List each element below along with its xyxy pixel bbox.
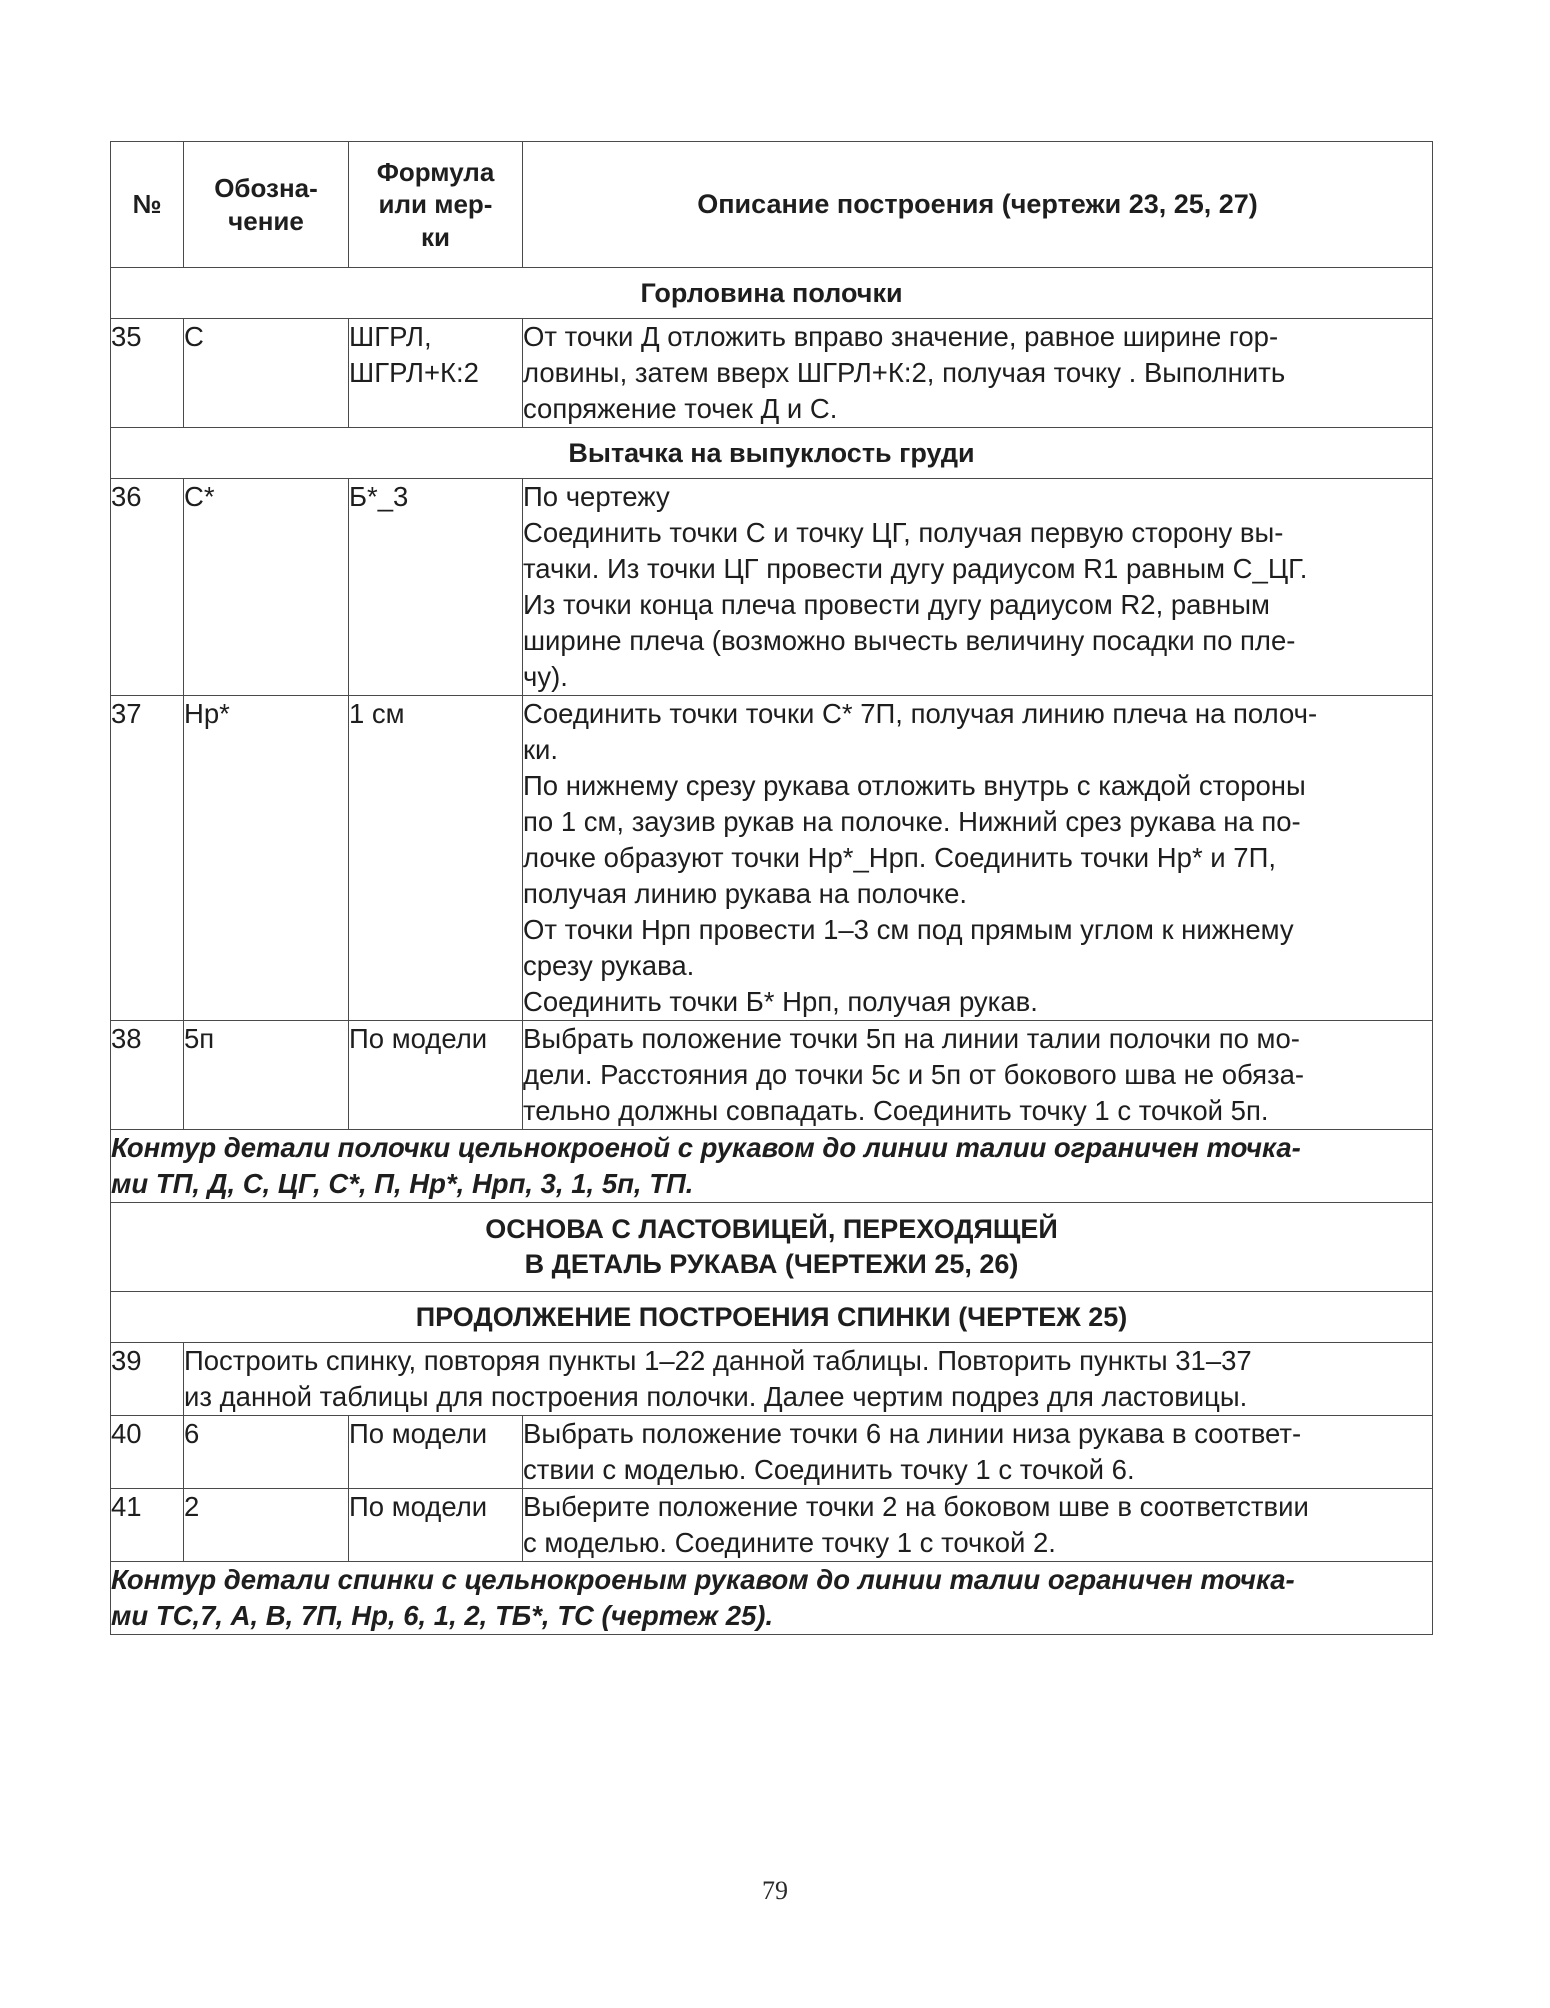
table-row <box>111 1343 1433 1416</box>
row-designation: С <box>184 319 349 428</box>
contour-note: Контур детали спинки с цельнокроеным рукавом до линии талии ограничен точка- ми ТС,7, А, В, 7П, Нр, 6, 1, 2, ТБ*, ТС (чертеж 25). <box>111 1562 1433 1635</box>
row-formula: Б*_3 <box>349 479 523 696</box>
row-designation: Нр* <box>184 696 349 1021</box>
table-row <box>111 696 1433 1021</box>
contour-note: Контур детали полочки цельнокроеной с рукавом до линии талии ограничен точка- ми ТП, Д, С, ЦГ, С*, П, Нр*, Нрп, 3, 1, 5п, ТП. <box>111 1130 1433 1203</box>
row-description: По чертежу Соединить точки С и точку ЦГ, получая первую сторону вы- тачки. Из точки ЦГ провести дугу радиусом R1 равным С_ЦГ. Из точки конца плеча провести дугу радиусом R2, равным ширине плеча (возможно вычесть величину посадки по пле- чу). <box>523 479 1433 696</box>
row-description: От точки Д отложить вправо значение, равное ширине гор- ловины, затем вверх ШГРЛ+К:2, получая точку . Выполнить сопряжение точек Д и С. <box>523 319 1433 428</box>
table-row <box>111 1416 1433 1489</box>
contour-note-row <box>111 1562 1433 1635</box>
construction-table <box>110 141 1433 1635</box>
section-heading: ПРОДОЛЖЕНИЕ ПОСТРОЕНИЯ СПИНКИ (ЧЕРТЕЖ 25) <box>111 1292 1433 1343</box>
row-designation: С* <box>184 479 349 696</box>
row-designation: 6 <box>184 1416 349 1489</box>
header-designation: Обозна- чение <box>184 142 349 268</box>
row-designation: 2 <box>184 1489 349 1562</box>
section-heading: Горловина полочки <box>111 268 1433 319</box>
contour-note-row <box>111 1130 1433 1203</box>
row-description: Выбрать положение точки 5п на линии талии полочки по мо- дели. Расстояния до точки 5с и 5п от бокового шва не обяза- тельно должны совпадать. Соединить точку 1 с точкой 5п. <box>523 1021 1433 1130</box>
row-number: 38 <box>111 1021 184 1130</box>
major-section-heading: ОСНОВА С ЛАСТОВИЦЕЙ, ПЕРЕХОДЯЩЕЙ В ДЕТАЛЬ РУКАВА (ЧЕРТЕЖИ 25, 26) <box>111 1203 1433 1292</box>
row-description: Соединить точки точки С* 7П, получая линию плеча на полоч- ки. По нижнему срезу рукава отложить внутрь с каждой стороны по 1 см, заузив рукав на полочке. Нижний срез рукава на по- лочке образуют точки Нр*_Нрп. Соединить точки Нр* и 7П, получая линию рукава на полочке. От точки Нрп провести 1–3 см под прямым углом к нижнему срезу рукава. Соединить точки Б* Нрп, получая рукав. <box>523 696 1433 1021</box>
section-heading: Вытачка на выпуклость груди <box>111 428 1433 479</box>
section-heading-row <box>111 428 1433 479</box>
row-number: 37 <box>111 696 184 1021</box>
table-header-row <box>111 142 1433 268</box>
header-formula: Формула или мер- ки <box>349 142 523 268</box>
page-number: 79 <box>762 1876 788 1905</box>
row-number: 41 <box>111 1489 184 1562</box>
section-heading-row <box>111 1292 1433 1343</box>
row-description: Выбрать положение точки 6 на линии низа рукава в соответ- ствии с моделью. Соединить точку 1 с точкой 6. <box>523 1416 1433 1489</box>
table-row <box>111 1489 1433 1562</box>
table-row <box>111 479 1433 696</box>
major-section-row <box>111 1203 1433 1292</box>
header-description: Описание построения (чертежи 23, 25, 27) <box>523 142 1433 268</box>
row-number: 35 <box>111 319 184 428</box>
row-formula: По модели <box>349 1416 523 1489</box>
row-number: 40 <box>111 1416 184 1489</box>
row-number: 36 <box>111 479 184 696</box>
table-row <box>111 1021 1433 1130</box>
header-num: № <box>111 142 184 268</box>
table-row <box>111 319 1433 428</box>
row-formula: По модели <box>349 1489 523 1562</box>
row-formula: ШГРЛ, ШГРЛ+К:2 <box>349 319 523 428</box>
section-heading-row <box>111 268 1433 319</box>
row-description: Выберите положение точки 2 на боковом шве в соответствии с моделью. Соедините точку 1 с точкой 2. <box>523 1489 1433 1562</box>
row-number: 39 <box>111 1343 184 1416</box>
row-description: Построить спинку, повторяя пункты 1–22 данной таблицы. Повторить пункты 31–37 из данной таблицы для построения полочки. Далее чертим подрез для ластовицы. <box>184 1343 1433 1416</box>
row-formula: По модели <box>349 1021 523 1130</box>
row-designation: 5п <box>184 1021 349 1130</box>
row-formula: 1 см <box>349 696 523 1021</box>
